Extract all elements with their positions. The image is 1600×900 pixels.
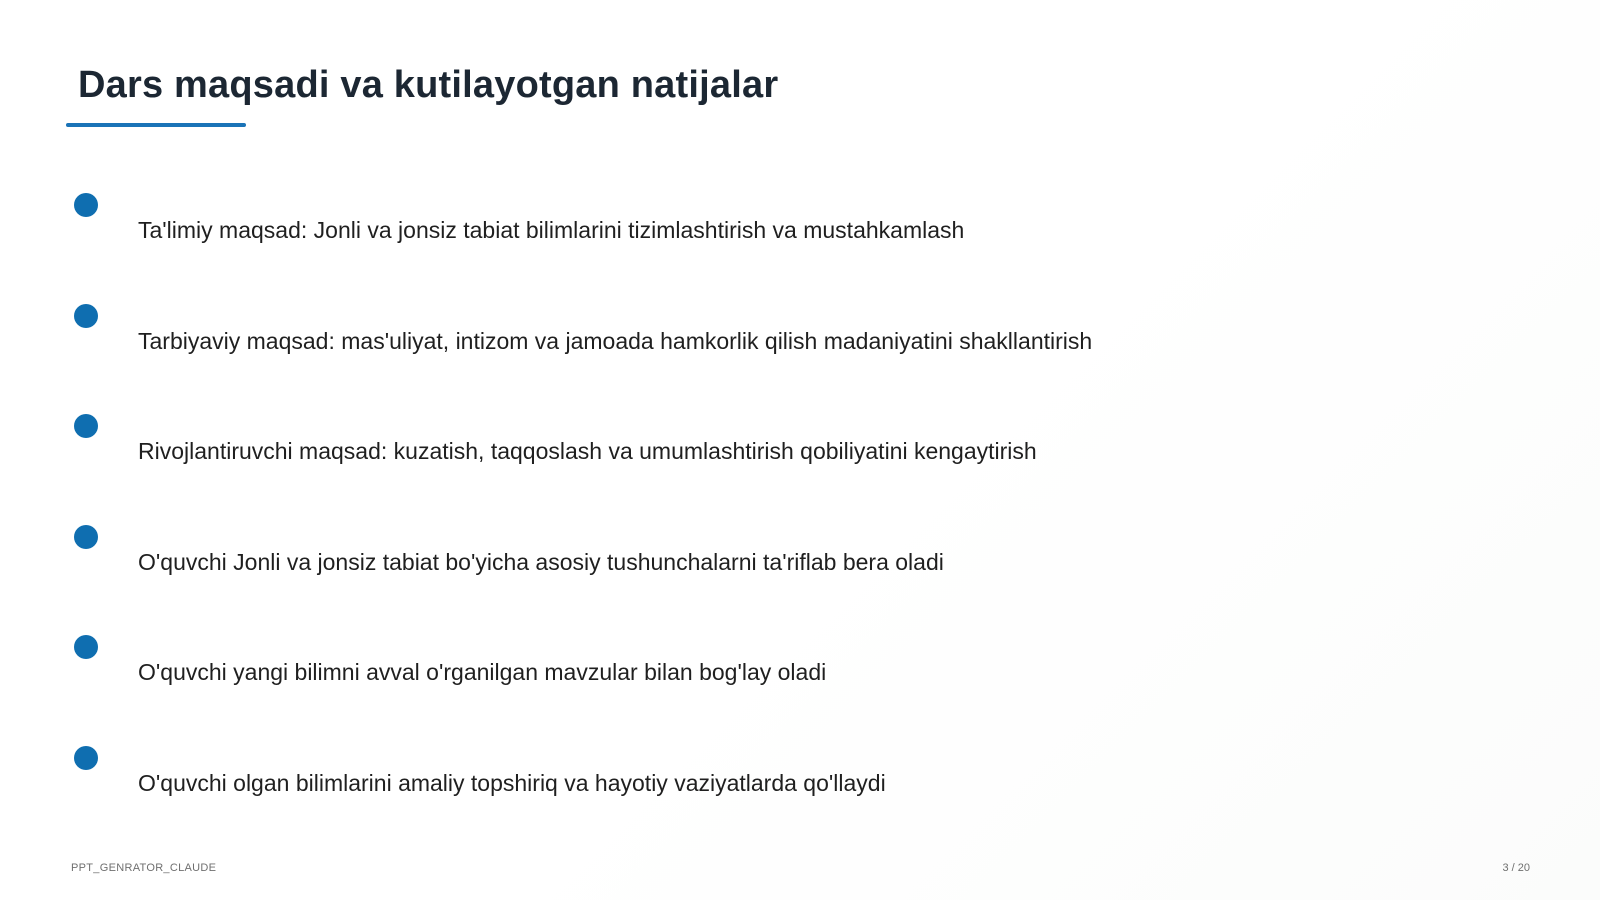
bullet-dot-icon [74,193,98,217]
list-item-text: O'quvchi yangi bilimni avval o'rganilgan mavzular bilan bog'lay oladi [138,659,827,685]
list-item [74,635,1474,705]
list-item-text: O'quvchi Jonli va jonsiz tabiat bo'yicha asosiy tushunchalarni ta'riflab bera oladi [138,549,944,575]
list-item [74,193,1474,263]
bullet-dot-icon [74,525,98,549]
footer-source: PPT_GENRATOR_CLAUDE [71,862,217,874]
list-item-text: Ta'limiy maqsad: Jonli va jonsiz tabiat bilimlarini tizimlashtirish va mustahkamlash [138,217,965,243]
page-indicator: 3 / 20 [1502,862,1530,874]
list-item [74,304,1474,374]
bullet-dot-icon [74,746,98,770]
bullet-dot-icon [74,635,98,659]
bullet-dot-icon [74,414,98,438]
bullet-dot-icon [74,304,98,328]
list-item [74,746,1474,816]
slide-title: Dars maqsadi va kutilayotgan natijalar [78,64,779,106]
list-item-text: Tarbiyaviy maqsad: mas'uliyat, intizom va jamoada hamkorlik qilish madaniyatini shakllantirish [138,328,1093,354]
list-item [74,414,1474,484]
list-item-text: O'quvchi olgan bilimlarini amaliy topshiriq va hayotiy vaziyatlarda qo'llaydi [138,770,886,796]
list-item-text: Rivojlantiruvchi maqsad: kuzatish, taqqoslash va umumlashtirish qobiliyatini kengaytirish [138,438,1037,464]
list-item [74,525,1474,595]
